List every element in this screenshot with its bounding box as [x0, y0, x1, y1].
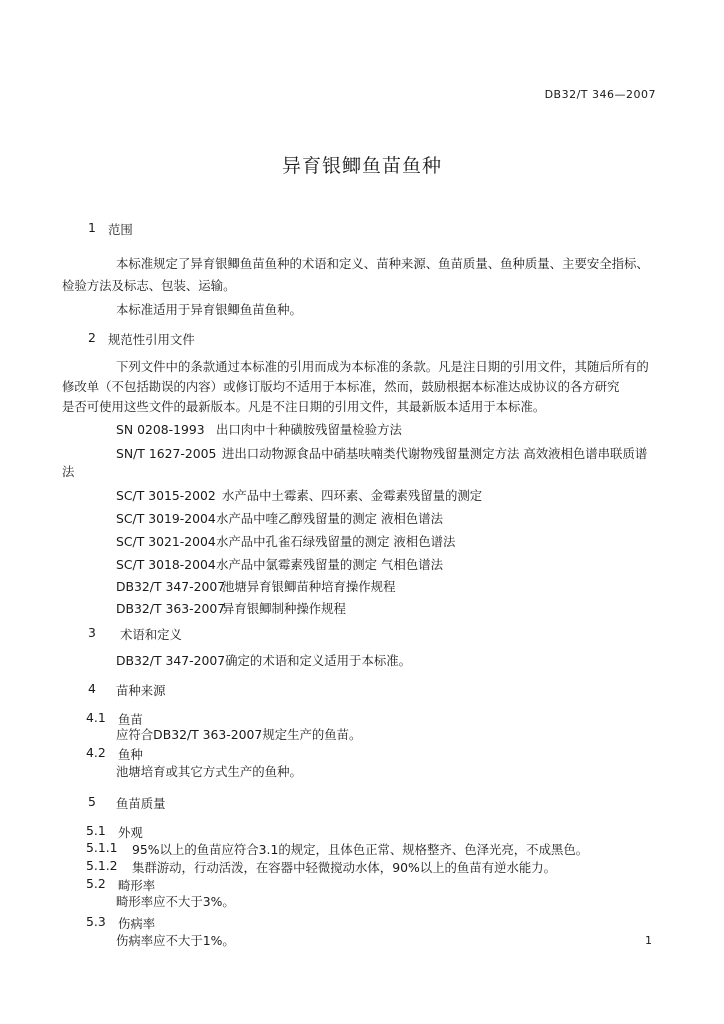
reference-title: 水产品中氯霉素残留量的测定 气相色谱法 [216, 557, 443, 572]
section-2-paragraph-line-3: 是否可使用这些文件的最新版本。凡是不注日期的引用文件，其最新版本适用于本标准。 [62, 399, 546, 414]
reference-code: SN 0208-1993 [116, 422, 205, 437]
reference-title: 出口肉中十种磺胺残留量检验方法 [216, 422, 402, 437]
section-5-1-1-text: 95%以上的鱼苗应符合3.1的规定，且体色正常、规格整齐、色泽光亮，不成黑色。 [132, 842, 589, 857]
section-5-number: 5 [88, 794, 96, 809]
section-2-number: 2 [88, 330, 96, 345]
reference-item [116, 599, 346, 617]
section-5-1-2-text: 集群游动，行动活泼，在容器中轻微搅动水体，90%以上的鱼苗有逆水能力。 [132, 860, 557, 875]
section-4-number: 4 [88, 681, 96, 696]
section-1-heading: 范围 [108, 222, 133, 237]
reference-item [116, 486, 482, 504]
reference-title: 水产品中孔雀石绿残留量的测定 液相色谱法 [216, 534, 456, 549]
reference-code: SC/T 3021-2004 [116, 534, 216, 549]
reference-code: DB32/T 363-2007 [116, 601, 226, 616]
section-5-1-2-number: 5.1.2 [86, 858, 118, 873]
section-5-1-1-number: 5.1.1 [86, 840, 118, 855]
section-5-3-number: 5.3 [86, 914, 106, 929]
section-4-2-heading: 鱼种 [118, 747, 143, 762]
reference-code: SN/T 1627-2005 [116, 446, 217, 461]
reference-code: SC/T 3018-2004 [116, 557, 216, 572]
section-5-2-heading: 畸形率 [118, 878, 156, 893]
page-number: 1 [645, 934, 652, 947]
reference-item [116, 532, 455, 550]
reference-item [116, 444, 647, 462]
section-1-number: 1 [88, 220, 96, 235]
section-5-3-text: 伤病率应不大于1%。 [116, 933, 235, 948]
section-5-2-number: 5.2 [86, 876, 106, 891]
section-5-1-number: 5.1 [86, 823, 106, 838]
section-2-heading: 规范性引用文件 [108, 332, 195, 347]
section-4-1-number: 4.1 [86, 710, 106, 725]
reference-title: 水产品中喹乙醇残留量的测定 液相色谱法 [216, 511, 443, 526]
section-4-1-text: 应符合DB32/T 363-2007规定生产的鱼苗。 [116, 727, 362, 742]
section-5-heading: 鱼苗质量 [116, 796, 166, 811]
section-1-paragraph-2: 本标准适用于异育银鲫鱼苗鱼种。 [116, 302, 302, 317]
section-5-1-heading: 外观 [118, 825, 143, 840]
section-3-heading: 术语和定义 [120, 627, 182, 642]
section-4-heading: 苗种来源 [116, 683, 166, 698]
reference-title: 水产品中土霉素、四环素、金霉素残留量的测定 [222, 488, 483, 503]
section-4-1-heading: 鱼苗 [118, 712, 143, 727]
reference-code: DB32/T 347-2007 [116, 579, 226, 594]
section-4-2-text: 池塘培育或其它方式生产的鱼种。 [116, 764, 302, 779]
reference-item [116, 509, 443, 527]
reference-item [116, 420, 402, 438]
reference-code: SC/T 3015-2002 [116, 488, 216, 503]
reference-title: 池塘异育银鲫苗种培育操作规程 [222, 579, 396, 594]
section-2-paragraph-line-2: 修改单（不包括勘误的内容）或修订版均不适用于本标准，然而，鼓励根据本标准达成协议的各方研究 [62, 379, 620, 394]
section-5-3-heading: 伤病率 [118, 916, 156, 931]
reference-code: SC/T 3019-2004 [116, 511, 216, 526]
section-1-paragraph-line-1: 本标准规定了异育银鲫鱼苗鱼种的术语和定义、苗种来源、鱼苗质量、鱼种质量、主要安全指标、 [116, 256, 649, 271]
document-title: 异育银鲫鱼苗鱼种 [281, 155, 442, 177]
reference-item [116, 555, 443, 573]
reference-title: 进出口动物源食品中硝基呋喃类代谢物残留量测定方法 高效液相色谱串联质谱 [222, 446, 648, 461]
reference-wrap-text: 法 [62, 464, 75, 479]
section-3-number: 3 [88, 625, 96, 640]
reference-title: 异育银鲫制种操作规程 [222, 601, 346, 616]
section-5-2-text: 畸形率应不大于3%。 [116, 894, 235, 909]
section-1-paragraph-line-2: 检验方法及标志、包装、运输。 [62, 278, 236, 293]
section-3-paragraph: DB32/T 347-2007确定的术语和定义适用于本标准。 [116, 653, 412, 668]
reference-item [116, 577, 395, 595]
section-2-paragraph-line-1: 下列文件中的条款通过本标准的引用而成为本标准的条款。凡是注日期的引用文件，其随后所有的 [116, 359, 649, 374]
section-4-2-number: 4.2 [86, 745, 106, 760]
standard-code: DB32/T 346—2007 [544, 88, 656, 101]
